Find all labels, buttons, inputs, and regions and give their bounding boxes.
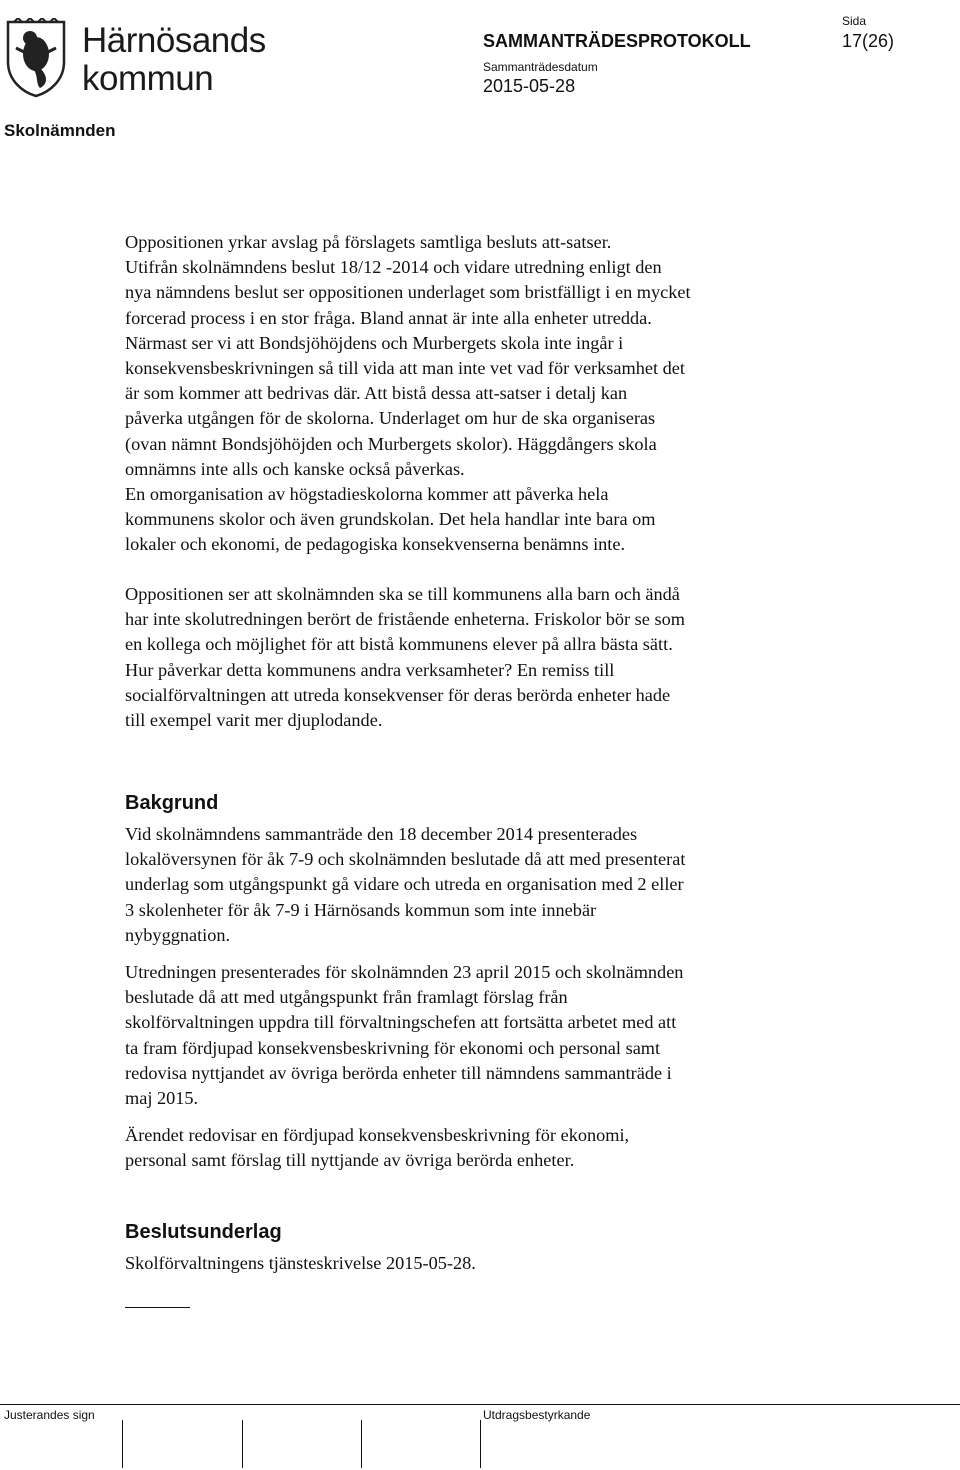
section-end-rule (125, 1307, 190, 1308)
meeting-date-caption: Sammanträdesdatum (483, 60, 598, 74)
text-line: har inte skolutredningen berört de fristående enheterna. Friskolor bör se som (125, 609, 685, 630)
text-line: En omorganisation av högstadieskolorna kommer att påverka hela (125, 483, 609, 504)
page-number: 17(26) (842, 31, 895, 51)
footer-divider (0, 1404, 960, 1405)
signature-box-divider (242, 1420, 243, 1468)
opposition-paragraph-2 (125, 582, 825, 733)
text-line: nybyggnation. (125, 924, 231, 945)
meeting-date: 2015-05-28 (483, 76, 576, 96)
text-line: en kollega och möjlighet för att bistå kommunens elever på allra bästa sätt. (125, 634, 673, 655)
signature-box-divider (122, 1420, 123, 1468)
logo-line-1: Härnösands (82, 21, 266, 60)
text-line: Utredningen presenterades för skolnämnden 23 april 2015 och skolnämnden (125, 962, 684, 982)
signature-box-divider (480, 1420, 481, 1468)
logo-wordmark (82, 22, 266, 98)
bakgrund-paragraph-3 (125, 1123, 825, 1173)
text-line: skolförvaltningen uppdra till förvaltningschefen att fortsätta arbetet med att (125, 1012, 677, 1033)
text-line: beslutade då att med utgångspunkt från framlagt förslag från (125, 987, 568, 1008)
text-line: Vid skolnämndens sammanträde den 18 december 2014 presenterades (125, 824, 638, 844)
text-line: Oppositionen ser att skolnämnden ska se till kommunens alla barn och ändå (125, 584, 680, 604)
committee-name: Skolnämnden (4, 121, 116, 140)
text-line: personal samt förslag till nyttjande av övriga berörda enheter. (125, 1150, 575, 1171)
text-line: lokaler och ekonomi, de pedagogiska konsekvenserna benämns inte. (125, 534, 626, 555)
text-line: socialförvaltningen att utreda konsekvenser för deras berörda enheter hade (125, 684, 671, 705)
text-line: till exempel varit mer djuplodande. (125, 709, 383, 730)
text-line: lokalöversynen för åk 7-9 och skolnämnden beslutade då att med presenterat (125, 849, 686, 870)
signature-box-divider (361, 1420, 362, 1468)
text-line: redovisa nyttjandet av övriga berörda enheter till nämndens sammanträde i (125, 1062, 672, 1083)
page-caption: Sida (842, 14, 867, 28)
section-heading-beslutsunderlag: Beslutsunderlag (125, 1221, 282, 1243)
beslutsunderlag-text (125, 1251, 825, 1276)
text-line: nya nämndens beslut ser oppositionen underlaget som bristfälligt i en mycket (125, 282, 691, 303)
text-line: Hur påverkar detta kommunens andra verksamheter? En remiss till (125, 659, 615, 680)
text-line: underlag som utgångspunkt gå vidare och utreda en organisation med 2 eller (125, 874, 684, 895)
text-line: maj 2015. (125, 1087, 199, 1108)
text-line: Ärendet redovisar en fördjupad konsekvensbeskrivning för ekonomi, (125, 1125, 630, 1145)
text-line: omnämns inte alls och kanske också påverkas. (125, 458, 465, 479)
text-line: 3 skolenheter för åk 7-9 i Härnösands kommun som inte innebär (125, 899, 597, 920)
text-line: Oppositionen yrkar avslag på förslagets samtliga besluts att-satser. (125, 232, 612, 252)
bakgrund-paragraph-1 (125, 822, 825, 948)
text-line: forcerad process i en stor fråga. Bland annat är inte alla enheter utredda. (125, 307, 652, 328)
bakgrund-paragraph-2 (125, 960, 825, 1111)
utdragsbestyrkande-label: Utdragsbestyrkande (483, 1408, 591, 1422)
text-line: Skolförvaltningens tjänsteskrivelse 2015-05-28. (125, 1253, 476, 1273)
document-type: SAMMANTRÄDESPROTOKOLL (483, 31, 751, 51)
text-line: Utifrån skolnämndens beslut 18/12 -2014 och vidare utredning enligt den (125, 257, 662, 278)
text-line: konsekvensbeskrivningen så till vida att man inte vet vad för verksamhet det (125, 357, 685, 378)
text-line: kommunens skolor och även grundskolan. Det hela handlar inte bara om (125, 509, 656, 530)
text-line: ta fram fördjupad konsekvensbeskrivning för ekonomi och personal samt (125, 1037, 661, 1058)
coat-of-arms-icon (4, 18, 68, 98)
logo-line-2: kommun (82, 59, 214, 98)
text-line: påverka utgången för de skolorna. Underlaget om hur de ska organiseras (125, 408, 656, 429)
text-line: är som kommer att bedrivas där. Att bistå dessa att-satser i detalj kan (125, 383, 628, 404)
justerandes-sign-label: Justerandes sign (4, 1408, 95, 1422)
municipality-logo (4, 18, 294, 98)
text-line: (ovan nämnt Bondsjöhöjden och Murbergets skolor). Häggdångers skola (125, 433, 657, 454)
opposition-paragraph-1 (125, 230, 825, 557)
text-line: Närmast ser vi att Bondsjöhöjdens och Murbergets skola inte ingår i (125, 332, 624, 353)
section-heading-bakgrund: Bakgrund (125, 792, 219, 814)
